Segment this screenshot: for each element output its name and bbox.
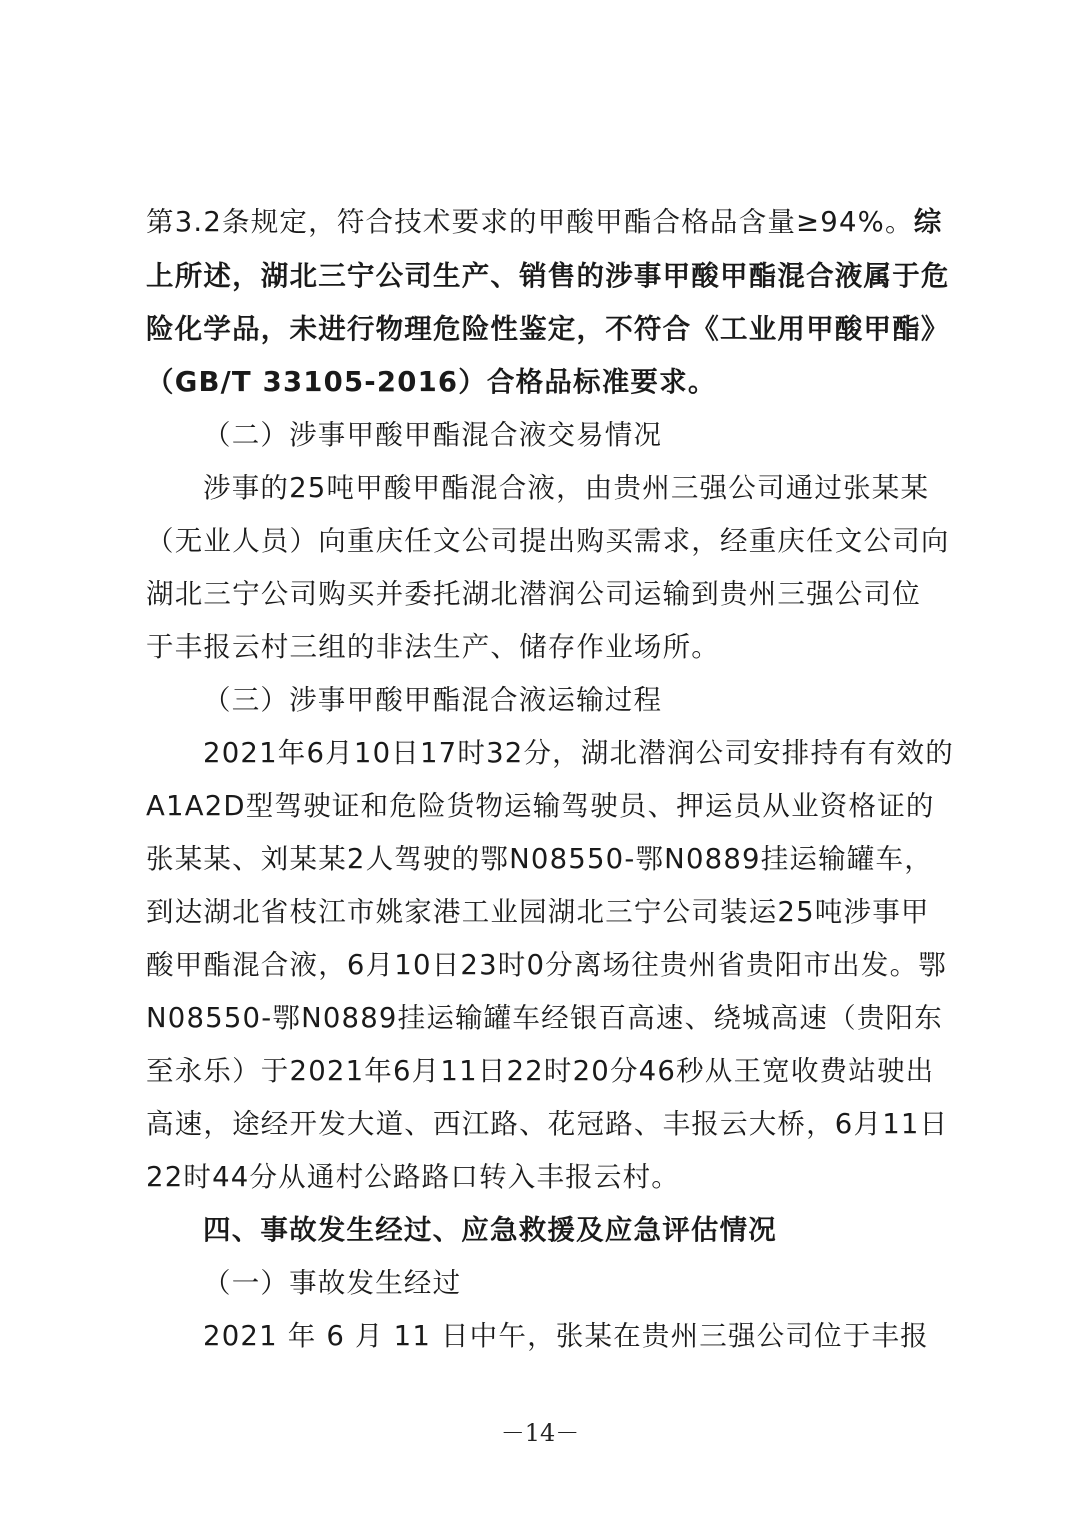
text-line: 险化学品，未进行物理危险性鉴定，不符合《工业用甲酸甲酯》: [146, 313, 950, 345]
text-line: A1A2D型驾驶证和危险货物运输驾驶员、押运员从业资格证的: [146, 790, 935, 822]
text-line: （无业人员）向重庆任文公司提出购买需求，经重庆任文公司向: [146, 525, 950, 557]
text-line: 至永乐）于2021年6月11日22时20分46秒从王宽收费站驶出: [146, 1055, 935, 1087]
text-line: 于丰报云村三组的非法生产、储存作业场所。: [146, 631, 720, 663]
text-line: 2021 年 6 月 11 日中午，张某在贵州三强公司位于丰报: [203, 1320, 929, 1352]
text-line: 酸甲酯混合液，6月10日23时0分离场往贵州省贵阳市出发。鄂: [146, 949, 947, 981]
text-line: （GB/T 33105-2016）合格品标准要求。: [146, 366, 717, 398]
text-line: 2021年6月10日17时32分，湖北潜润公司安排持有有效的: [203, 737, 954, 769]
text-line: [146, 204, 946, 240]
text-line: 22时44分从通村公路路口转入丰报云村。: [146, 1161, 680, 1193]
text-line: 湖北三宁公司购买并委托湖北潜润公司运输到贵州三强公司位: [146, 578, 921, 610]
section-heading: （三）涉事甲酸甲酯混合液运输过程: [203, 684, 663, 716]
text-line: 涉事的25吨甲酸甲酯混合液，由贵州三强公司通过张某某: [203, 472, 930, 504]
text-line: 到达湖北省枝江市姚家港工业园湖北三宁公司装运25吨涉事甲: [146, 896, 930, 928]
text-line: 高速，途经开发大道、西江路、花冠路、丰报云大桥，6月11日: [146, 1108, 949, 1140]
text-segment-bold: 综: [913, 206, 943, 238]
text-line: N08550-鄂N0889挂运输罐车经银百高速、绕城高速（贵阳东: [146, 1002, 943, 1034]
page-number: －14－: [500, 1419, 580, 1447]
text-line: 上所述，湖北三宁公司生产、销售的涉事甲酸甲酯混合液属于危: [146, 260, 950, 292]
text-segment: 第3.2条规定，符合技术要求的甲酸甲酯合格品含量≥94%。: [146, 206, 914, 238]
section-heading: （二）涉事甲酸甲酯混合液交易情况: [203, 419, 663, 451]
text-line: 张某某、刘某某2人驾驶的鄂N08550-鄂N0889挂运输罐车，: [146, 843, 933, 875]
chapter-heading: 四、事故发生经过、应急救援及应急评估情况: [203, 1214, 777, 1246]
section-heading: （一）事故发生经过: [203, 1267, 462, 1299]
